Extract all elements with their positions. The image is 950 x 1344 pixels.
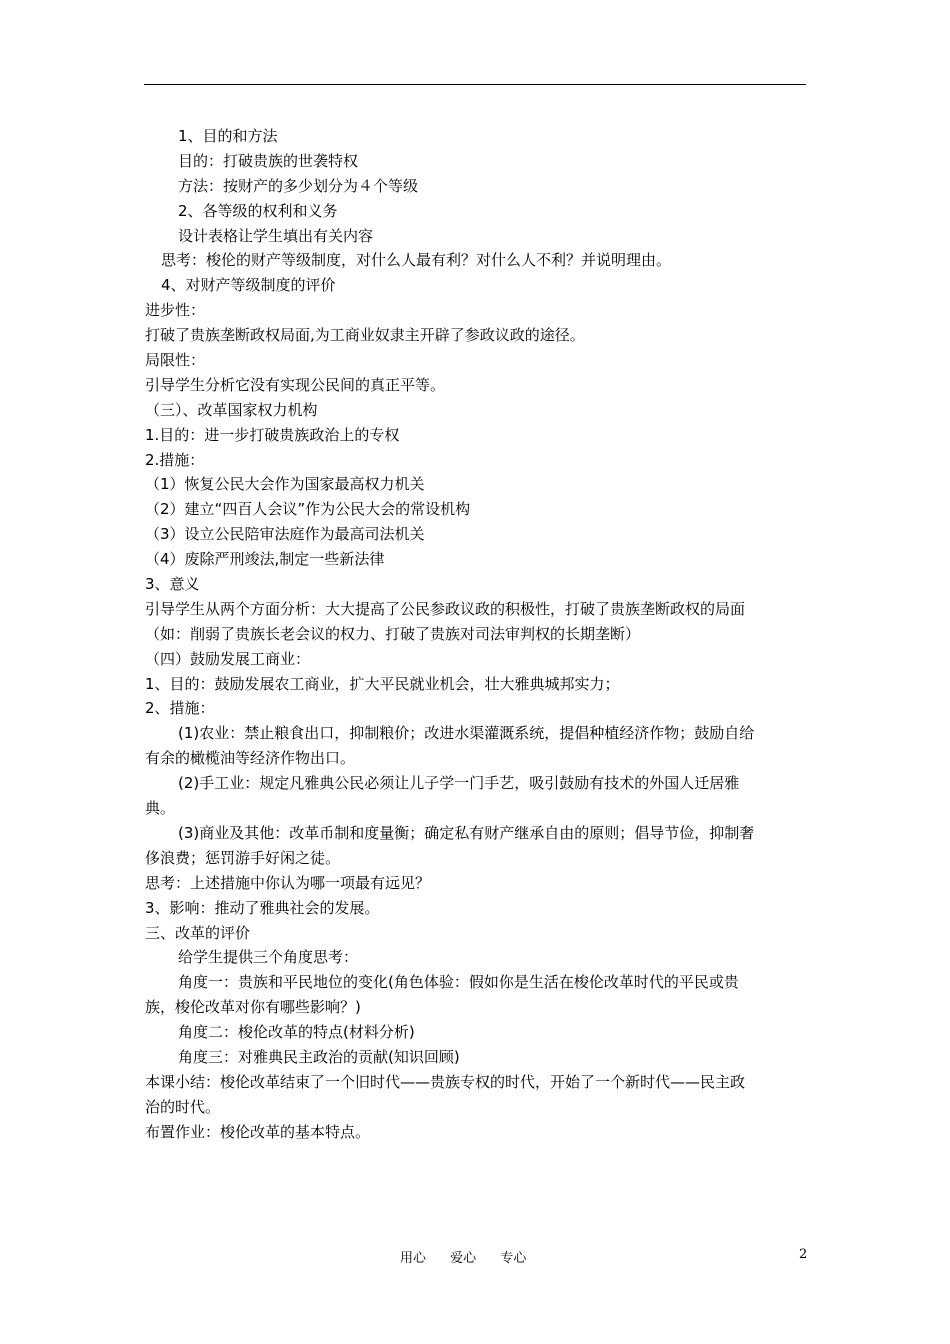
text-line: 3、意义 [145, 575, 200, 594]
text-line: 典。 [145, 799, 176, 818]
text-line: 治的时代。 [145, 1097, 221, 1116]
text-line: 三、改革的评价 [145, 923, 251, 942]
text-line: （4）废除严刑竣法,制定一些新法律 [145, 550, 385, 569]
text-line: (3)商业及其他：改革币制和度量衡；确定私有财产继承自由的原则；倡导节俭，抑制奢 [178, 823, 755, 842]
text-line: (2)手工业：规定凡雅典公民必须让儿子学一门手艺，吸引鼓励有技术的外国人迁居雅 [178, 774, 740, 793]
text-line: 进步性： [145, 301, 206, 320]
text-line: 方法：按财产的多少划分为４个等级 [178, 176, 419, 195]
text-line: 给学生提供三个角度思考： [178, 948, 359, 967]
text-line: 目的：打破贵族的世袭特权 [178, 151, 359, 170]
text-line: （2）建立“四百人会议”作为公民大会的常设机构 [145, 500, 471, 519]
text-line: 侈浪费；惩罚游手好闲之徒。 [145, 848, 341, 867]
text-line: （三）、改革国家权力机构 [145, 400, 318, 419]
text-line: 设计表格让学生填出有关内容 [178, 226, 374, 245]
text-line: 局限性： [145, 351, 206, 370]
text-line: 2、措施： [145, 699, 215, 718]
text-line: 角度三：对雅典民主政治的贡献(知识回顾) [178, 1047, 460, 1066]
footer-motto [400, 1247, 546, 1266]
text-line: （1）恢复公民大会作为国家最高权力机关 [145, 475, 425, 494]
text-line: 1、目的：鼓励发展农工商业，扩大平民就业机会，壮大雅典城邦实力； [145, 674, 620, 693]
text-line: 族，梭伦改革对你有哪些影响？) [145, 998, 361, 1017]
text-line: （3）设立公民陪审法庭作为最高司法机关 [145, 525, 425, 544]
header-rule [144, 84, 806, 85]
footer-motto-word: 专心 [500, 1251, 527, 1266]
text-line: 3、影响：推动了雅典社会的发展。 [145, 898, 380, 917]
text-line: 打破了贵族垄断政权局面,为工商业奴隶主开辟了参政议政的途径。 [145, 326, 585, 345]
text-line: 2.措施： [145, 450, 205, 469]
text-line: 引导学生分析它没有实现公民间的真正平等。 [145, 375, 446, 394]
text-line: 1、目的和方法 [178, 127, 278, 145]
document-body [145, 124, 815, 1145]
text-line: 4、对财产等级制度的评价 [161, 276, 336, 295]
text-line: （四）鼓励发展工商业： [145, 649, 311, 668]
page-footer [0, 1247, 950, 1267]
text-line: 引导学生从两个方面分析：大大提高了公民参政议政的积极性，打破了贵族垄断政权的局面 [145, 599, 746, 618]
text-line: 有余的橄榄油等经济作物出口。 [145, 749, 356, 768]
footer-motto-word: 爱心 [450, 1251, 477, 1266]
text-line: 布置作业：梭伦改革的基本特点。 [145, 1122, 371, 1141]
text-line: 角度二：梭伦改革的特点(材料分析) [178, 1023, 415, 1042]
text-line: 思考：梭伦的财产等级制度，对什么人最有利？对什么人不利？并说明理由。 [161, 251, 672, 270]
text-line: (1)农业：禁止粮食出口，抑制粮价；改进水渠灌溉系统，提倡种植经济作物；鼓励自给 [178, 724, 755, 743]
footer-motto-word: 用心 [400, 1251, 427, 1266]
page-number: 2 [799, 1247, 808, 1262]
text-line: 角度一：贵族和平民地位的变化(角色体验：假如你是生活在梭伦改革时代的平民或贵 [178, 973, 739, 992]
text-line: 2、各等级的权利和义务 [178, 201, 338, 220]
text-line: 1.目的：进一步打破贵族政治上的专权 [145, 425, 400, 444]
text-line: （如：削弱了贵族长老会议的权力、打破了贵族对司法审判权的长期垄断） [145, 624, 641, 643]
text-line: 思考：上述措施中你认为哪一项最有远见？ [145, 873, 431, 892]
text-line: 本课小结：梭伦改革结束了一个旧时代——贵族专权的时代，开始了一个新时代——民主政 [145, 1072, 746, 1091]
